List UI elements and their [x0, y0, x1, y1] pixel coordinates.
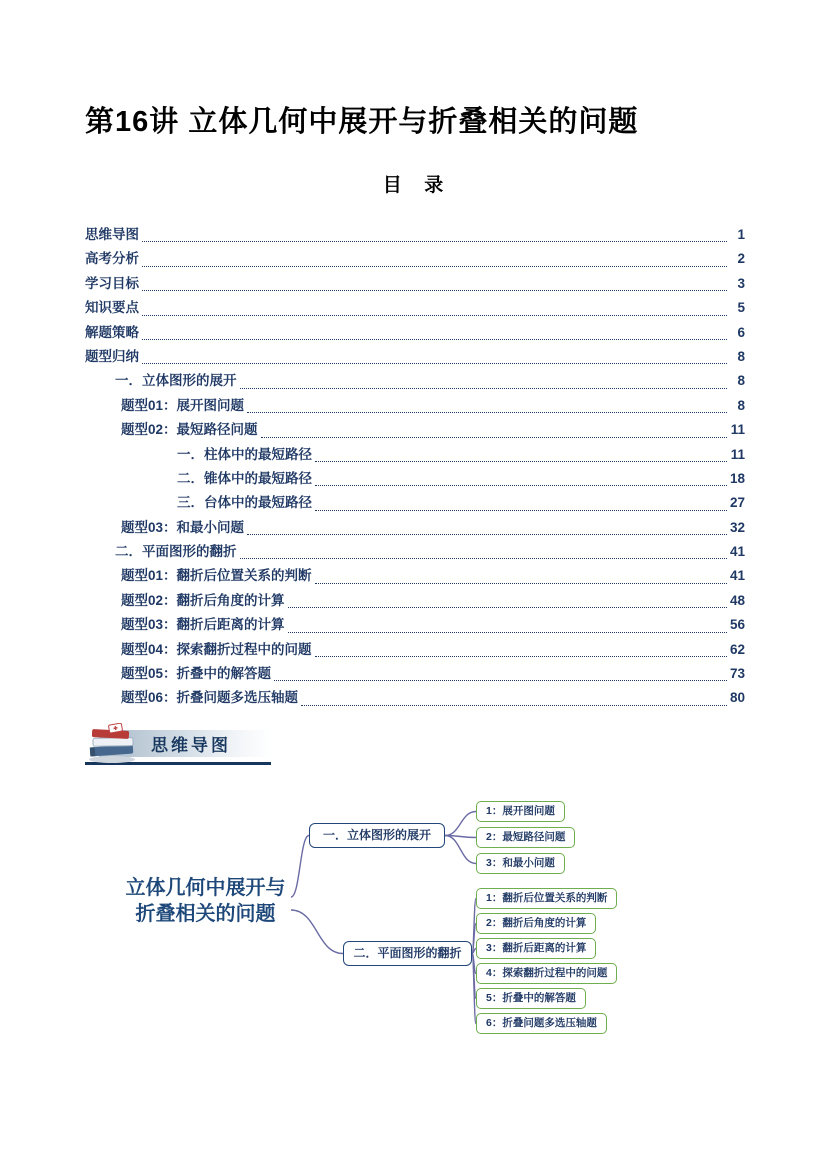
toc-heading: 目 录 [382, 175, 448, 196]
mindmap-leaf-node: 2：最短路径问题 [476, 827, 575, 848]
toc-dot-leader [142, 241, 727, 242]
toc-dot-leader [142, 315, 727, 316]
toc-dot-leader [142, 290, 727, 291]
toc-page-number: 1 [737, 227, 745, 242]
mindmap-section-header [85, 723, 271, 765]
toc-entry-label[interactable]: 题型02：最短路径问题 [121, 422, 258, 438]
mindmap-leaf-node: 2：翻折后角度的计算 [476, 913, 596, 934]
mindmap-leaf-node: 1：展开图问题 [476, 801, 565, 822]
mindmap-leaf-node: 1：翻折后位置关系的判断 [476, 888, 617, 909]
toc-dot-leader [261, 437, 727, 438]
toc-dot-leader [288, 632, 727, 633]
toc-page-number: 8 [737, 397, 745, 413]
toc-dot-leader [240, 558, 728, 559]
toc-page-number: 18 [729, 470, 745, 486]
toc-dot-leader [315, 656, 727, 657]
toc-page-number: 6 [737, 324, 745, 340]
toc-dot-leader [240, 388, 728, 389]
toc-entry-label[interactable]: 题型03：翻折后距离的计算 [121, 617, 285, 633]
toc-row[interactable] [85, 540, 745, 564]
toc-dot-leader [301, 705, 727, 706]
mindmap-branch-node: 二．平面图形的翻折 [343, 941, 472, 966]
toc-entry-label[interactable]: 题型02：翻折后角度的计算 [121, 592, 285, 608]
toc-page-number: 3 [737, 275, 745, 291]
toc-entry-label[interactable]: 题型01：翻折后位置关系的判断 [121, 568, 312, 584]
toc-page-number: 41 [729, 568, 745, 584]
toc-dot-leader [142, 363, 727, 364]
toc-dot-leader [142, 339, 727, 340]
toc-entry-label[interactable]: 题型04：探索翻折过程中的问题 [121, 641, 312, 657]
toc-entry-label[interactable]: 高考分析 [85, 251, 139, 267]
toc-row[interactable] [85, 394, 745, 418]
toc-entry-label[interactable]: 题型06：折叠问题多选压轴题 [121, 690, 299, 706]
toc-entry-label[interactable]: 题型归纳 [85, 348, 139, 364]
mindmap-root-line-2: 折叠相关的问题 [135, 902, 276, 925]
mindmap-section-title: 思维导图 [151, 735, 231, 755]
toc-page-number: 32 [729, 519, 745, 535]
toc-row[interactable] [85, 491, 745, 515]
toc-row[interactable] [85, 564, 745, 588]
toc-page-number: 5 [737, 300, 745, 316]
toc-row[interactable] [85, 662, 745, 686]
toc-row[interactable] [85, 369, 745, 393]
toc-row[interactable] [85, 418, 745, 442]
mindmap-branch-node: 一．立体图形的展开 [309, 823, 445, 848]
toc-page-number: 80 [729, 690, 745, 706]
toc-dot-leader [247, 534, 727, 535]
toc-row[interactable] [85, 443, 745, 467]
toc-entry-label[interactable]: 二．平面图形的翻折 [115, 544, 237, 560]
toc-row[interactable] [85, 296, 745, 320]
toc-row[interactable] [85, 613, 745, 637]
toc-entry-label[interactable]: 解题策略 [85, 324, 139, 340]
toc-entry-label[interactable]: 题型05：折叠中的解答题 [121, 666, 272, 682]
toc-dot-leader [315, 510, 727, 511]
toc-row[interactable] [85, 223, 745, 247]
toc-dot-leader [315, 583, 727, 584]
toc-row[interactable] [85, 686, 745, 710]
toc-page-number: 48 [729, 592, 745, 608]
toc-page-number: 56 [729, 617, 745, 633]
toc-page-number: 11 [730, 446, 745, 462]
toc-entry-label[interactable]: 题型03：和最小问题 [121, 519, 245, 535]
toc-page-number: 41 [729, 544, 745, 560]
toc-page-number: 8 [737, 348, 745, 364]
mindmap-leaf-node: 3：和最小问题 [476, 853, 565, 874]
mindmap-leaf-node: 3：翻折后距离的计算 [476, 938, 596, 959]
toc-row[interactable] [85, 345, 745, 369]
toc-row[interactable] [85, 247, 745, 271]
toc-entry-label[interactable]: 一．立体图形的展开 [115, 373, 237, 389]
mindmap-leaf-node: 5：折叠中的解答题 [476, 988, 586, 1009]
toc-page-number: 8 [737, 373, 745, 389]
toc-entry-label[interactable]: 思维导图 [85, 227, 139, 242]
mindmap [85, 793, 745, 1068]
toc-entry-label[interactable]: 知识要点 [85, 300, 139, 316]
toc-dot-leader [142, 266, 727, 267]
toc-dot-leader [247, 412, 727, 413]
toc-page-number: 27 [729, 495, 745, 511]
toc-entry-label[interactable]: 学习目标 [85, 275, 139, 291]
toc-dot-leader [274, 680, 727, 681]
toc-row[interactable] [85, 589, 745, 613]
toc-page-number: 11 [730, 422, 745, 438]
mindmap-leaf-node: 4：探索翻折过程中的问题 [476, 963, 617, 984]
toc-dot-leader [288, 607, 727, 608]
toc-page-number: 73 [729, 666, 745, 682]
toc-row[interactable] [85, 516, 745, 540]
toc-dot-leader [315, 485, 727, 486]
toc-entry-label[interactable]: 题型01：展开图问题 [121, 397, 245, 413]
toc-row[interactable] [85, 321, 745, 345]
page-title: 第16讲 立体几何中展开与折叠相关的问题 [85, 106, 639, 138]
mindmap-root-line-1: 立体几何中展开与 [125, 876, 286, 899]
toc-page-number: 2 [737, 251, 745, 267]
mindmap-leaf-node: 6：折叠问题多选压轴题 [476, 1013, 607, 1034]
books-icon [87, 723, 139, 763]
mindmap-root-node [113, 875, 298, 927]
toc-page-number: 62 [729, 641, 745, 657]
toc-dot-leader [315, 461, 727, 462]
toc-row[interactable] [85, 467, 745, 491]
toc-entry-label[interactable]: 二．锥体中的最短路径 [177, 470, 312, 486]
toc-row[interactable] [85, 638, 745, 662]
toc [85, 223, 745, 711]
toc-entry-label[interactable]: 一．柱体中的最短路径 [177, 446, 312, 462]
toc-entry-label[interactable]: 三．台体中的最短路径 [177, 495, 312, 511]
toc-row[interactable] [85, 272, 745, 296]
